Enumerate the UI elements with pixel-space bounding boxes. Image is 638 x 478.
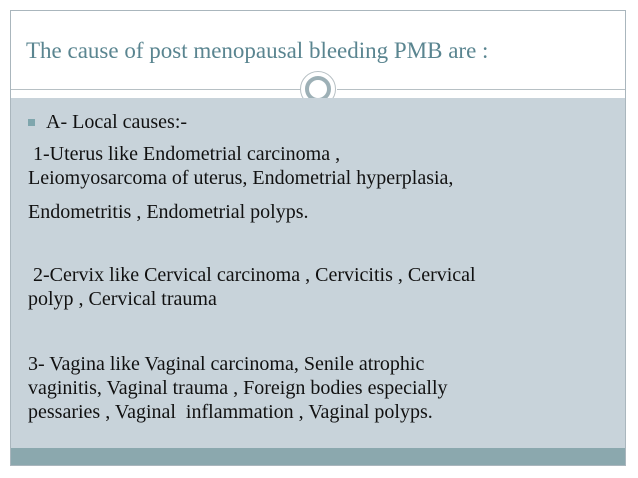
body-line-4: 2-Cervix like Cervical carcinoma , Cervicitis , Cervical — [28, 264, 476, 286]
body-line-5: polyp , Cervical trauma — [28, 288, 217, 310]
body-line-1: 1-Uterus like Endometrial carcinoma , — [28, 143, 341, 165]
body-line-6: 3- Vagina like Vaginal carcinoma, Senile atrophic — [28, 353, 425, 375]
title-divider-left — [11, 89, 301, 90]
title-divider-right — [337, 89, 625, 90]
body-line-2: Leiomyosarcoma of uterus, Endometrial hyperplasia, — [28, 167, 454, 189]
body-line-8: pessaries , Vaginal inflammation , Vaginal polyps. — [28, 401, 433, 423]
slide-title: The cause of post menopausal bleeding PMB are : — [26, 38, 489, 63]
body-line-3: Endometritis , Endometrial polyps. — [28, 201, 309, 223]
bullet-heading: A- Local causes:- — [46, 111, 188, 133]
square-bullet-icon — [28, 119, 35, 126]
footer-bar — [11, 448, 625, 465]
body-line-7: vaginitis, Vaginal trauma , Foreign bodies especially — [28, 377, 448, 399]
